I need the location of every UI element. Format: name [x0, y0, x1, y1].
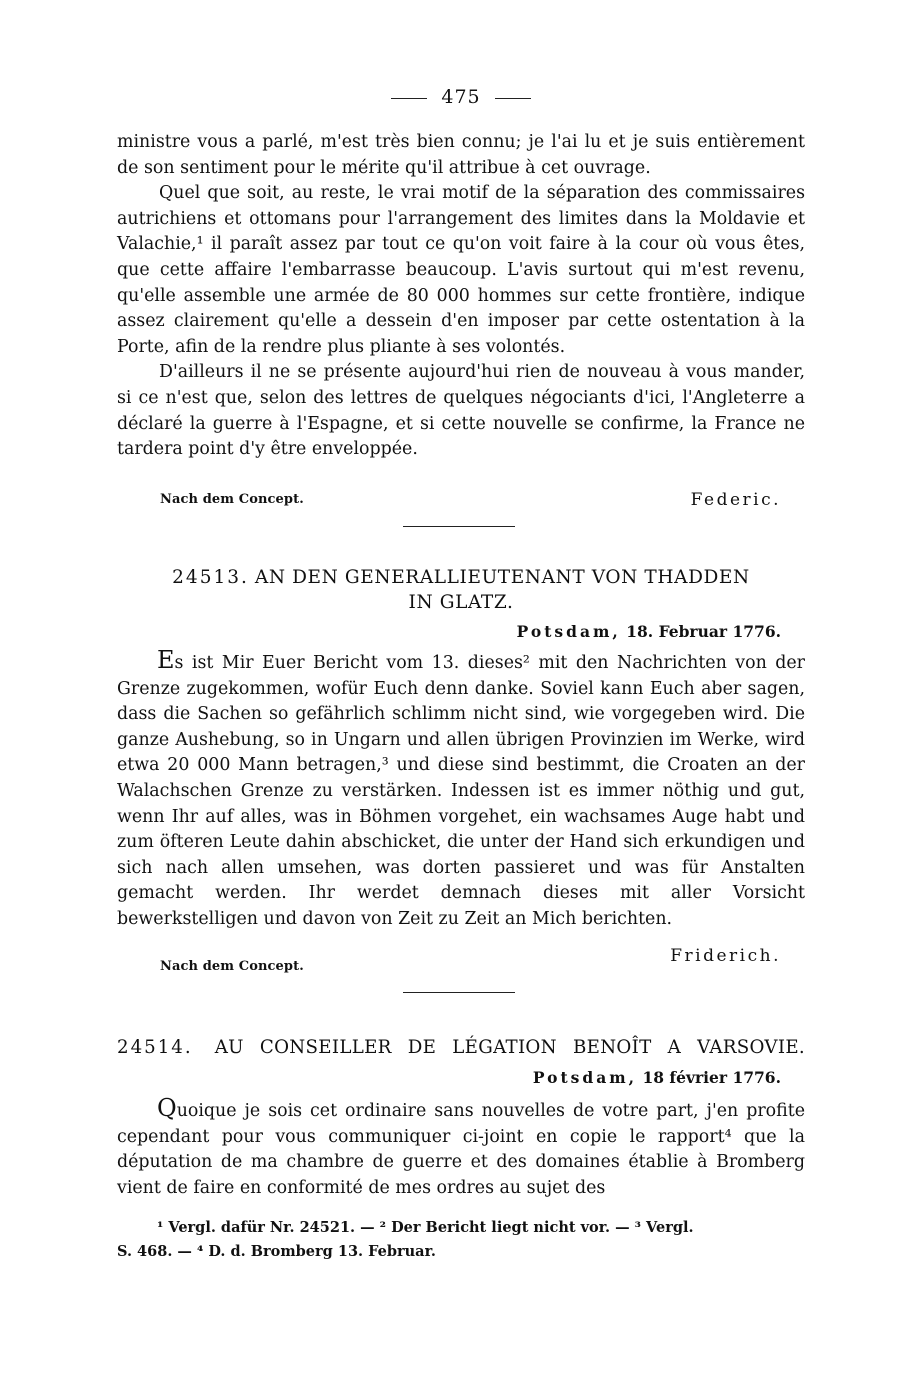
date: 18. Februar 1776.	[626, 622, 781, 641]
letter-heading	[117, 1036, 805, 1060]
place-date	[533, 1068, 781, 1087]
initial-letter: E	[157, 646, 175, 674]
paragraph	[117, 1096, 805, 1201]
letter-number: 24514.	[117, 1037, 193, 1058]
section-divider	[403, 992, 515, 993]
place: Potsdam,	[516, 622, 621, 641]
body-text: s ist Mir Euer Bericht vom 13. dieses² mit den Nachrichten von der Grenze zugekommen, wofür Euch denn danke. Soviel kann Euch aber sagen, dass die Sachen so gefährlich schlimm nicht sind, wie vorgegeben wird. Die ganze Aushebung, so in Ungarn und allen übrigen Provinzien im Werke, wird etwa 20 000 Mann betragen,³ und diese sind bestimmt, die Croaten an der Walachschen Grenze zu verstärken. Indessen ist es immer nöthig und gut, wenn Ihr auf alles, was in Böhmen vorgehet, ein wachsames Auge habt und zum öfteren Leute dahin abschicket, die unter der Hand sich erkundigen und sich nach allen umsehen, was dorten passieret und was für Anstalten gemacht werden. Ihr werdet demnach dieses mit aller Vorsicht bewerkstelligen und davon von Zeit zu Zeit an Mich berichten.	[117, 653, 805, 929]
letter-heading	[117, 566, 805, 590]
source-note: Nach dem Concept.	[160, 492, 304, 507]
letter-heading-line2: IN GLATZ.	[408, 592, 514, 613]
header-rule-right	[495, 98, 531, 99]
header-rule-left	[391, 98, 427, 99]
footnote-line: S. 468. — ⁴ D. d. Bromberg 13. Februar.	[117, 1243, 436, 1260]
letter-recipient: AU CONSEILLER DE LÉGATION BENOÎT A VARSOVIE.	[214, 1037, 805, 1058]
footnotes	[117, 1216, 805, 1264]
place-date	[517, 622, 781, 641]
initial-letter: Q	[157, 1094, 177, 1122]
paragraph: D'ailleurs il ne se présente aujourd'hui rien de nouveau à vous mander, si ce n'est que, selon des lettres de quelques négociants d'ici, l'Angleterre a déclaré la guerre à l'Espagne, et si cette nouvelle se confirme, la France ne tardera point d'y être enveloppée.	[117, 362, 805, 460]
page-header	[117, 86, 805, 108]
source-note: Nach dem Concept.	[160, 959, 304, 974]
letter-body	[117, 648, 805, 933]
paragraph: Quel que soit, au reste, le vrai motif de la séparation des commissaires autrichiens et ottomans pour l'arrangement des limites dans la Moldavie et Valachie,¹ il paraît assez par tout ce qu'on voit faire à la cour où vous êtes, que cette affaire l'embarrasse beaucoup. L'avis surtout qui m'est revenu, qu'elle assemble une armée de 80 000 hommes sur cette frontière, indique assez clairement qu'elle a dessein d'en imposer par cette ostentation à la Porte, afin de la rendre plus pliante à ses volontés.	[117, 183, 805, 357]
letter-number: 24513.	[172, 567, 249, 588]
section-divider	[403, 526, 515, 527]
date: 18 février 1776.	[642, 1068, 781, 1087]
letter-continuation	[117, 130, 805, 463]
letter-body	[117, 1096, 805, 1201]
paragraph: ministre vous a parlé, m'est très bien connu; je l'ai lu et je suis entièrement de son sentiment pour le mérite qu'il attribue à cet ouvrage.	[117, 132, 805, 178]
letter-recipient: AN DEN GENERALLIEUTENANT VON THADDEN	[254, 567, 750, 588]
footnote-line: ¹ Vergl. dafür Nr. 24521. — ² Der Bericht liegt nicht vor. — ³ Vergl.	[157, 1219, 694, 1236]
signature: Friderich.	[670, 946, 781, 966]
paragraph	[117, 648, 805, 933]
place: Potsdam,	[532, 1068, 638, 1087]
body-text: uoique je sois cet ordinaire sans nouvelles de votre part, j'en profite cependant pour vous communiquer ci-joint en copie le rapport⁴ que la députation de ma chambre de guerre et des domaines établie à Bromberg vient de faire en conformité de mes ordres au sujet des	[117, 1101, 805, 1198]
signature: Federic.	[690, 490, 781, 510]
page-number: 475	[441, 86, 481, 108]
